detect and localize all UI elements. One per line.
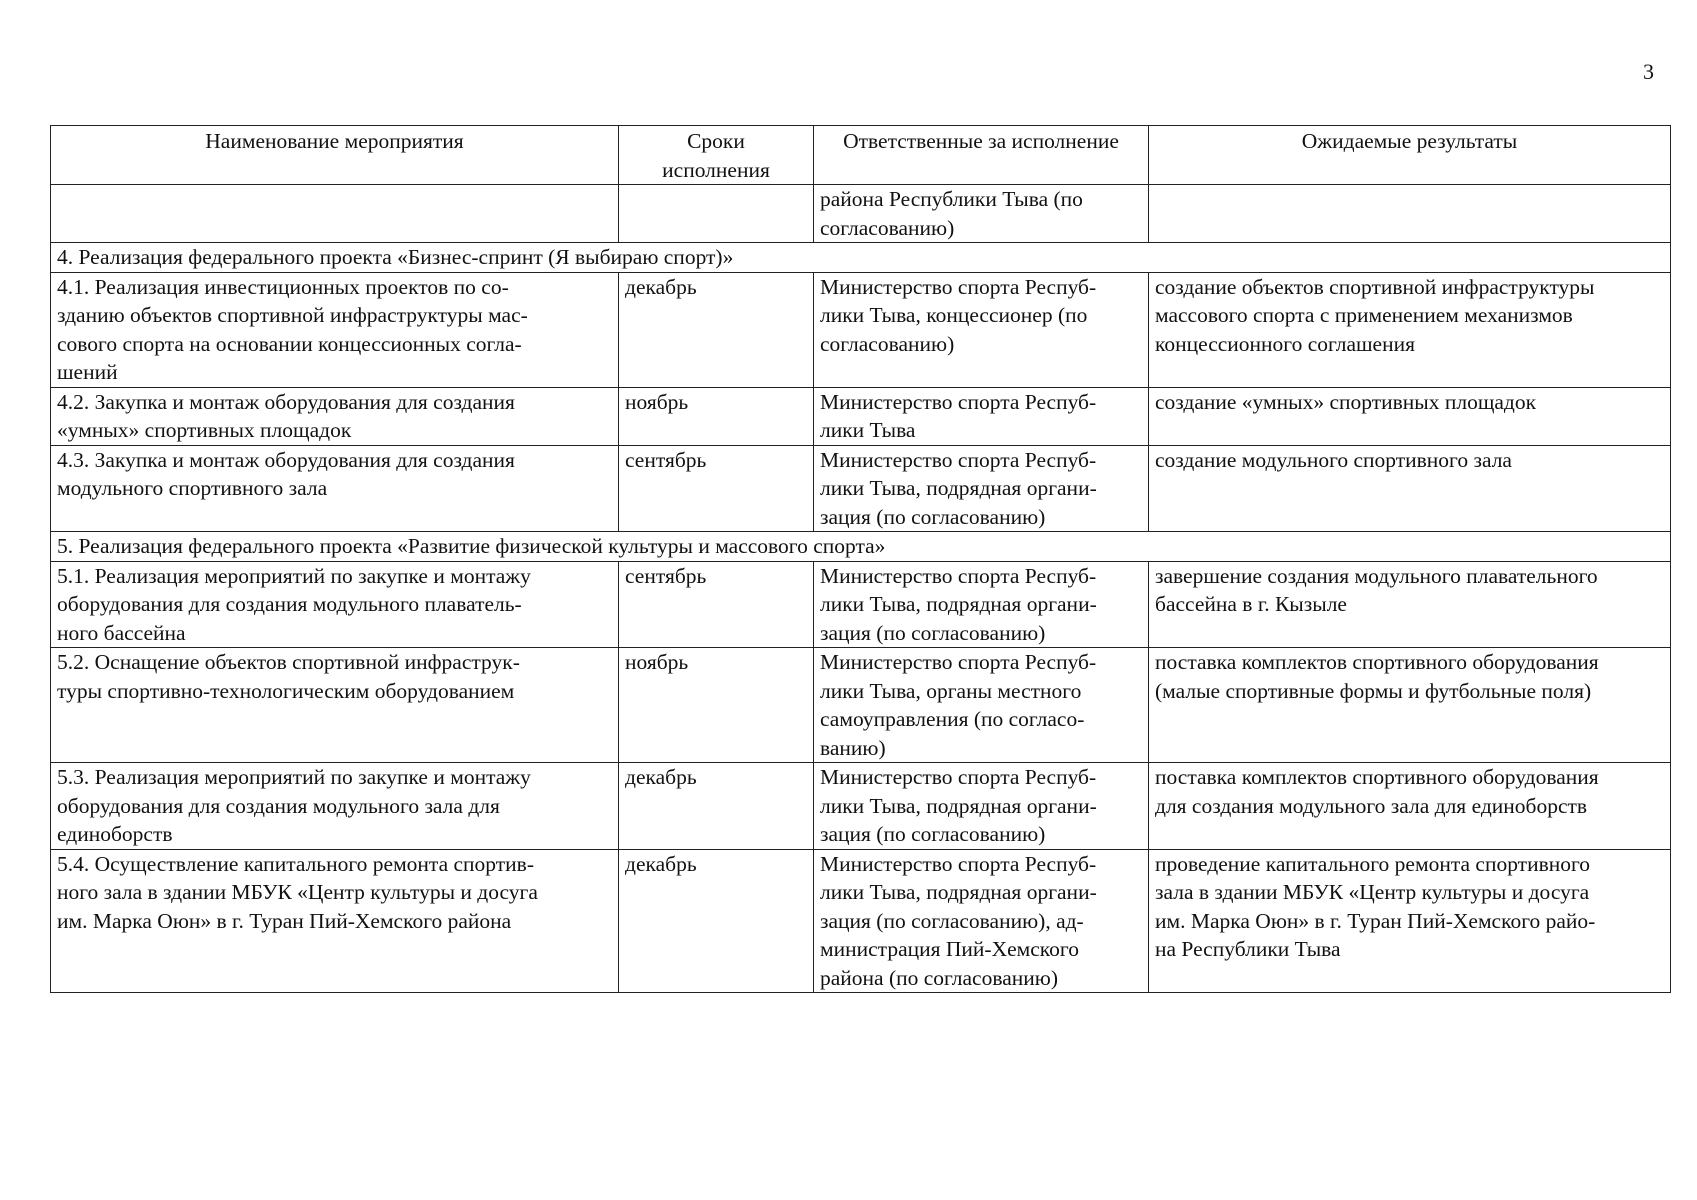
table-header bbox=[51, 126, 1671, 185]
header-responsible: Ответственные за исполнение bbox=[814, 126, 1149, 185]
cell-responsible bbox=[814, 272, 1149, 387]
header-results: Ожидаемые результаты bbox=[1149, 126, 1671, 185]
cell-line: Министерство спорта Респуб- bbox=[820, 563, 1097, 588]
cell-line: района (по согласованию) bbox=[820, 965, 1058, 990]
cell-line: 4.1. Реализация инвестиционных проектов по со- bbox=[57, 274, 509, 299]
cell-line: зданию объектов спортивной инфраструктуры мас- bbox=[57, 303, 528, 327]
cell-line: Министерство спорта Респуб- bbox=[820, 851, 1097, 876]
cell-deadline: декабрь bbox=[619, 763, 814, 850]
cell-results bbox=[1149, 445, 1671, 532]
table-row bbox=[51, 185, 1671, 243]
cell-line: лики Тыва, подрядная органи- bbox=[820, 880, 1097, 904]
cell-line: завершение создания модульного плавательного bbox=[1155, 563, 1598, 588]
cell-line: зация (по согласованию), ад- bbox=[820, 908, 1084, 933]
cell-deadline: сентябрь bbox=[619, 561, 814, 648]
cell-line: Министерство спорта Респуб- bbox=[820, 447, 1097, 472]
cell-line: согласованию) bbox=[820, 331, 955, 356]
cell-results bbox=[1149, 648, 1671, 763]
cell-line: массового спорта с применением механизмов bbox=[1155, 303, 1573, 327]
cell-results bbox=[1149, 763, 1671, 850]
section-row bbox=[51, 243, 1671, 273]
cell-responsible bbox=[814, 185, 1149, 243]
cell-line: лики Тыва, подрядная органи- bbox=[820, 476, 1097, 500]
cell-line: оборудования для создания модульного плаватель- bbox=[57, 592, 522, 616]
cell-line: поставка комплектов спортивного оборудования bbox=[1155, 765, 1599, 789]
cell-responsible bbox=[814, 445, 1149, 532]
cell-line: создание объектов спортивной инфраструктуры bbox=[1155, 274, 1595, 299]
cell-line: 5.2. Оснащение объектов спортивной инфраструк- bbox=[57, 650, 520, 674]
cell-line: на Республики Тыва bbox=[1155, 937, 1341, 961]
cell-line: лики Тыва, подрядная органи- bbox=[820, 592, 1097, 616]
cell-results bbox=[1149, 561, 1671, 648]
cell-responsible bbox=[814, 387, 1149, 445]
cell-line: ного бассейна bbox=[57, 620, 186, 645]
cell-line: зация (по согласованию) bbox=[820, 504, 1046, 529]
cell-results bbox=[1149, 849, 1671, 993]
cell-line: лики Тыва, органы местного bbox=[820, 678, 1082, 703]
cell-line: министрация Пий-Хемского bbox=[820, 937, 1079, 961]
cell-line: им. Марка Оюн» в г. Туран Пий-Хемского района bbox=[57, 908, 512, 933]
header-name: Наименование мероприятия bbox=[51, 126, 619, 185]
table-body bbox=[51, 185, 1671, 993]
cell-name bbox=[51, 648, 619, 763]
cell-line: Министерство спорта Респуб- bbox=[820, 389, 1097, 414]
cell-line: бассейна в г. Кызыле bbox=[1155, 592, 1347, 616]
cell-line: шений bbox=[57, 360, 118, 384]
cell-line: для создания модульного зала для единоборств bbox=[1155, 793, 1588, 818]
page-number: 3 bbox=[1643, 59, 1654, 84]
cell-name bbox=[51, 185, 619, 243]
cell-line: 5.1. Реализация мероприятий по закупке и монтажу bbox=[57, 563, 531, 588]
cell-name bbox=[51, 561, 619, 648]
cell-line: 4.3. Закупка и монтаж оборудования для создания bbox=[57, 447, 515, 472]
cell-line: создание модульного спортивного зала bbox=[1155, 447, 1512, 472]
header-deadline bbox=[619, 126, 814, 185]
table-row bbox=[51, 648, 1671, 763]
cell-line: поставка комплектов спортивного оборудования bbox=[1155, 650, 1599, 674]
header-deadline-line: Сроки bbox=[687, 129, 745, 153]
cell-name bbox=[51, 849, 619, 993]
cell-responsible bbox=[814, 849, 1149, 993]
cell-line: зала в здании МБУК «Центр культуры и досуга bbox=[1155, 880, 1590, 904]
table-row bbox=[51, 272, 1671, 387]
cell-line: 4.2. Закупка и монтаж оборудования для создания bbox=[57, 389, 515, 414]
cell-line: согласованию) bbox=[820, 215, 955, 240]
cell-deadline: ноябрь bbox=[619, 387, 814, 445]
cell-line: ного зала в здании МБУК «Центр культуры и досуга bbox=[57, 880, 538, 904]
cell-results bbox=[1149, 387, 1671, 445]
cell-deadline: сентябрь bbox=[619, 445, 814, 532]
cell-responsible bbox=[814, 648, 1149, 763]
cell-line: самоуправления (по согласо- bbox=[820, 707, 1085, 731]
section-row bbox=[51, 532, 1671, 562]
cell-line: Министерство спорта Респуб- bbox=[820, 650, 1097, 674]
cell-deadline: ноябрь bbox=[619, 648, 814, 763]
cell-line: модульного спортивного зала bbox=[57, 476, 328, 500]
cell-deadline: декабрь bbox=[619, 272, 814, 387]
cell-line: района Республики Тыва (по bbox=[820, 187, 1083, 211]
table-row bbox=[51, 387, 1671, 445]
table-row bbox=[51, 763, 1671, 850]
cell-line: проведение капитального ремонта спортивного bbox=[1155, 851, 1591, 876]
cell-line: туры спортивно-технологическим оборудованием bbox=[57, 678, 515, 703]
cell-line: «умных» спортивных площадок bbox=[57, 418, 352, 442]
cell-line: лики Тыва bbox=[820, 418, 916, 442]
table-row bbox=[51, 561, 1671, 648]
cell-line: 5.4. Осуществление капитального ремонта спортив- bbox=[57, 851, 534, 876]
cell-line: Министерство спорта Респуб- bbox=[820, 765, 1097, 789]
cell-line: лики Тыва, концессионер (по bbox=[820, 303, 1088, 327]
cell-line: зация (по согласованию) bbox=[820, 620, 1046, 645]
cell-responsible bbox=[814, 763, 1149, 850]
cell-line: создание «умных» спортивных площадок bbox=[1155, 389, 1537, 414]
cell-line: единоборств bbox=[57, 822, 173, 846]
header-deadline-line: исполнения bbox=[662, 157, 770, 182]
section-title: 4. Реализация федерального проекта «Бизнес-спринт (Я выбираю спорт)» bbox=[51, 243, 1671, 273]
cell-deadline bbox=[619, 185, 814, 243]
cell-responsible bbox=[814, 561, 1149, 648]
table-row bbox=[51, 849, 1671, 993]
section-title: 5. Реализация федерального проекта «Развитие физической культуры и массового спорта» bbox=[51, 532, 1671, 562]
cell-name bbox=[51, 445, 619, 532]
cell-name bbox=[51, 763, 619, 850]
activities-table bbox=[50, 125, 1671, 993]
cell-line: сового спорта на основании концессионных согла- bbox=[57, 331, 522, 356]
cell-line: 5.3. Реализация мероприятий по закупке и монтажу bbox=[57, 765, 531, 789]
cell-line: Министерство спорта Респуб- bbox=[820, 274, 1097, 299]
cell-line: им. Марка Оюн» в г. Туран Пий-Хемского райо- bbox=[1155, 908, 1596, 933]
cell-line: (малые спортивные формы и футбольные поля) bbox=[1155, 678, 1592, 703]
cell-line: ванию) bbox=[820, 735, 886, 760]
cell-name bbox=[51, 272, 619, 387]
cell-name bbox=[51, 387, 619, 445]
cell-line: концессионного соглашения bbox=[1155, 331, 1415, 356]
cell-results bbox=[1149, 272, 1671, 387]
cell-results bbox=[1149, 185, 1671, 243]
cell-line: лики Тыва, подрядная органи- bbox=[820, 793, 1097, 818]
table-row bbox=[51, 445, 1671, 532]
cell-line: оборудования для создания модульного зала для bbox=[57, 793, 500, 818]
cell-line: зация (по согласованию) bbox=[820, 822, 1046, 846]
cell-deadline: декабрь bbox=[619, 849, 814, 993]
